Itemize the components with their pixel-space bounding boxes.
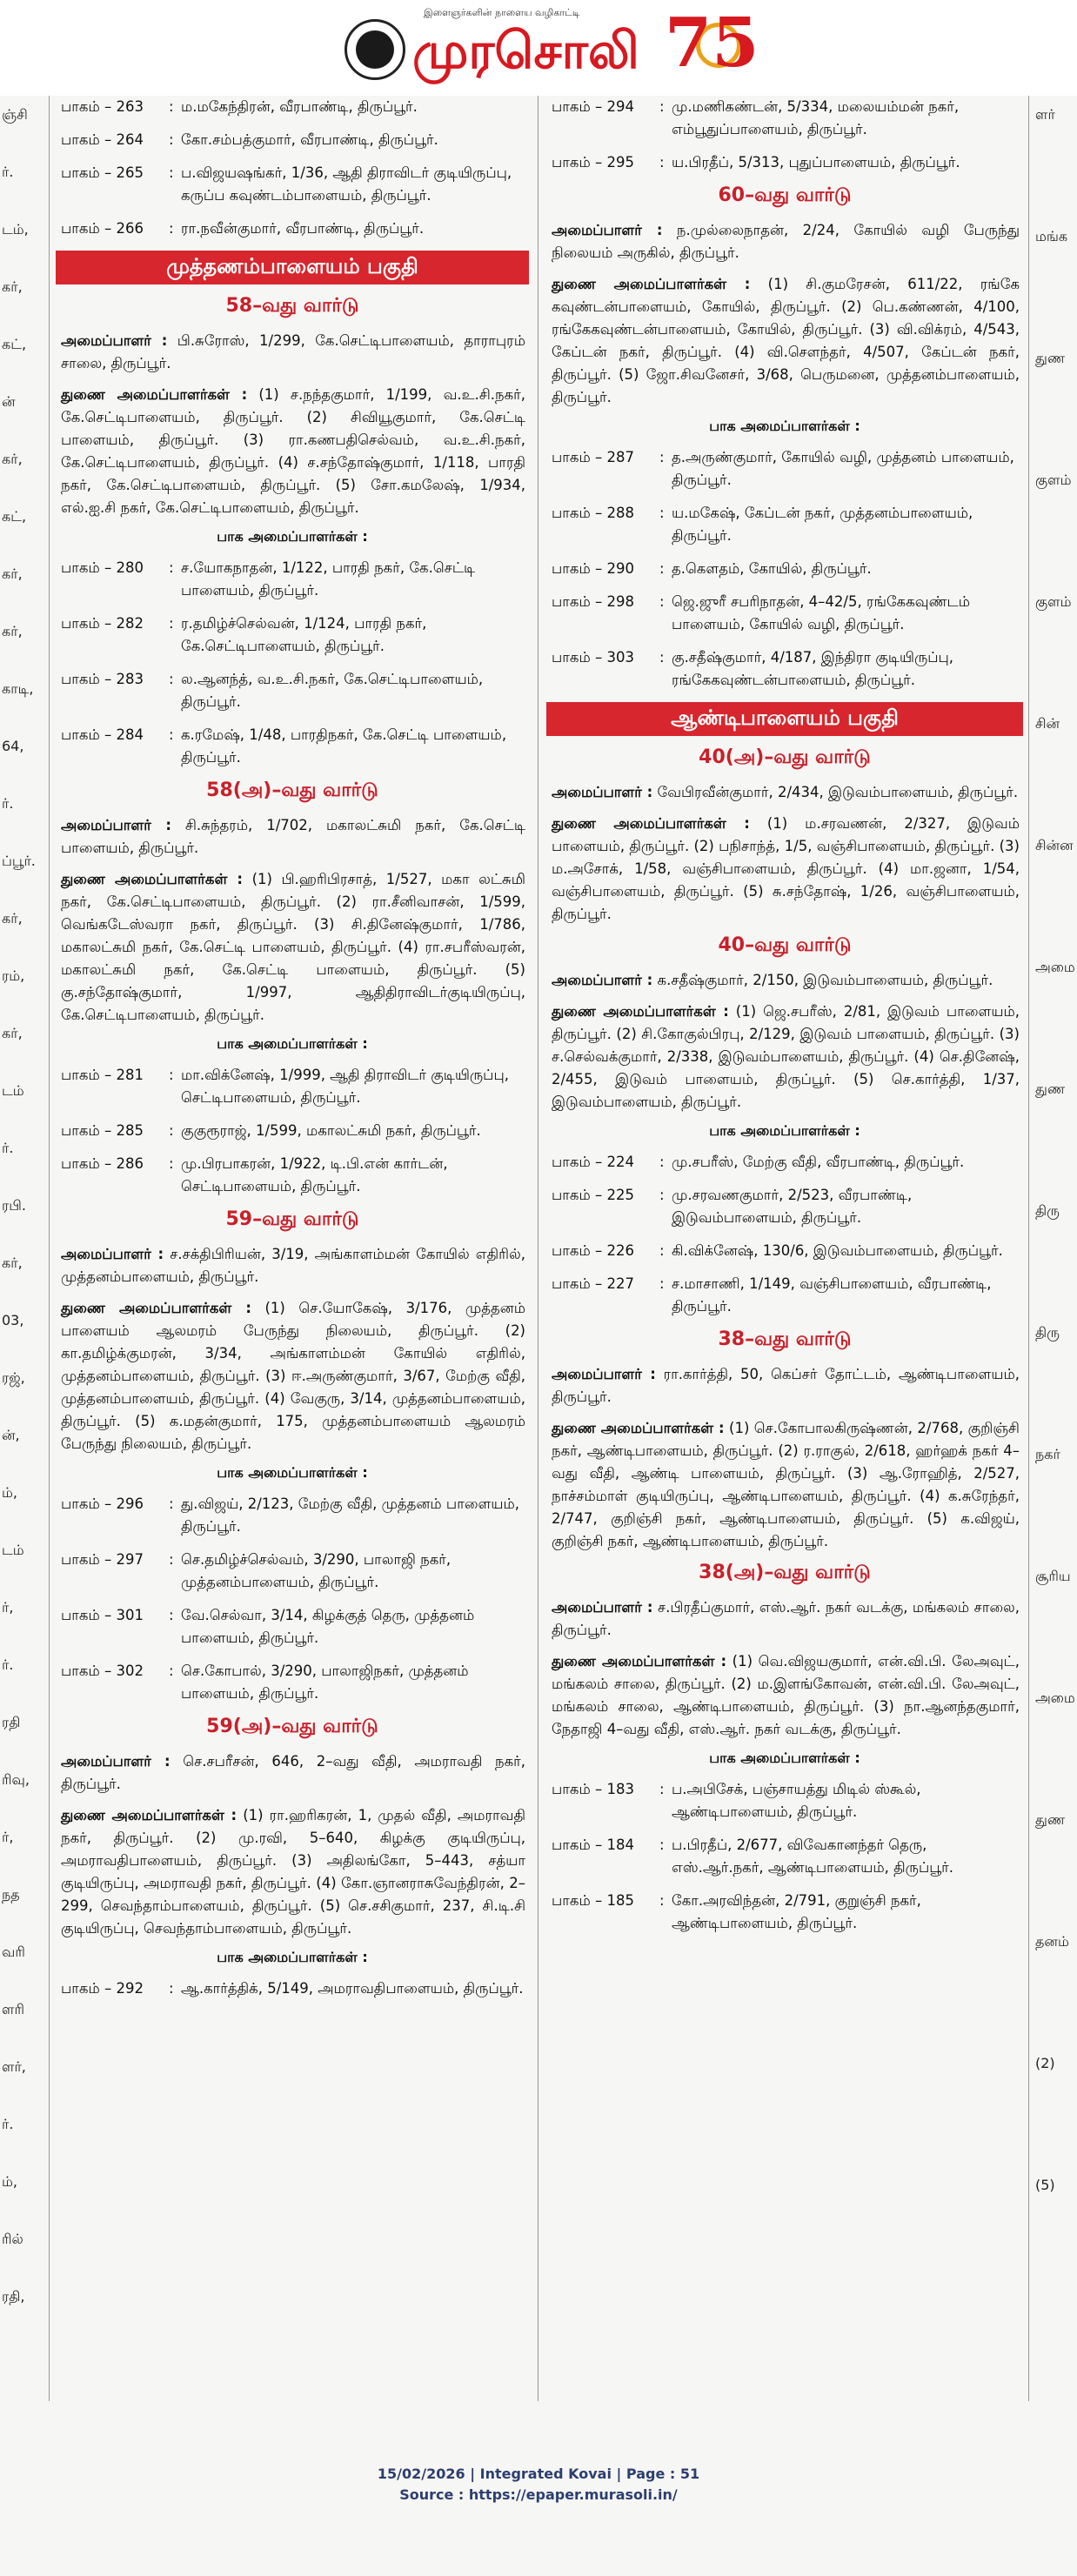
ward-title: 38(அ)–வது வார்டு bbox=[699, 1562, 871, 1583]
organizer-text: ந.முல்லைநாதன், 2/24, கோயில் வழி பேருந்து நிலையம் அருகில், திருப்பூர். bbox=[552, 222, 1020, 261]
separator: : bbox=[659, 1892, 665, 1909]
organizer-text: ச.பிரதீப்குமார், எஸ்.ஆர். நகர் வடக்கு, மங்கலம் சாலை, திருப்பூர். bbox=[552, 1599, 1020, 1638]
separator: : bbox=[659, 449, 665, 465]
anniversary-badge bbox=[665, 3, 759, 89]
edge-text-fragment: டம், bbox=[2, 221, 29, 238]
part-organizers-heading: பாக அமைப்பாளர்கள் : bbox=[217, 528, 368, 545]
deputy-label: துணை அமைப்பாளர்கள் : bbox=[552, 1653, 727, 1669]
organizer-label: அமைப்பாளர் : bbox=[552, 1599, 653, 1616]
organizer-text: க.சதீஷ்குமார், 2/150, இடுவம்பாளையம், திருப்பூர். bbox=[657, 972, 993, 988]
organizer-text: வேபிரவீன்குமார், 2/434, இடுவம்பாளையம், திருப்பூர். bbox=[657, 784, 1019, 800]
separator: : bbox=[169, 131, 174, 148]
column-divider bbox=[49, 96, 50, 2401]
part-row bbox=[61, 612, 529, 658]
newspaper-name: முரசொலி bbox=[412, 21, 639, 80]
ward-title: 60–வது வார்டு bbox=[718, 184, 852, 206]
part-number: பாகம் – 301 bbox=[61, 1607, 144, 1623]
part-organizer: குகுரூராஜ், 1/599, மகாலட்சுமி நகர், திருப்பூர். bbox=[181, 1122, 481, 1139]
part-organizers-heading: பாக அமைப்பாளர்கள் : bbox=[709, 1750, 860, 1766]
ward-60 bbox=[546, 184, 1023, 692]
right-edge-fragments bbox=[1032, 96, 1077, 2401]
edge-text-fragment: கட், bbox=[2, 336, 27, 352]
edge-text-fragment: (2) bbox=[1035, 2055, 1055, 2071]
deputy-text: (1) ச.நந்தகுமார், 1/199, வ.உ.சி.நகர், கே.செட்டிபாளையம், திருப்பூர். (2) சிவியூகுமார், கே.செட்டி பாளையம், திருப்பூர். (3) ரா.கணபதிசெல்வம், வ.உ.சி.நகர், கே.செட்டிபாளையம், திருப்பூர். (4) ச.சந்தோஷ்குமார், 1/118, பாரதி நகர், கே.செட்டிபாளையம், திருப்பூர். (5) சோ.கமலேஷ், 1/934, எல்.ஐ.சி நகர், கே.செட்டிபாளையம், திருப்பூர். bbox=[61, 386, 525, 516]
edge-text-fragment: ரபி. bbox=[2, 1197, 26, 1214]
deputy-label: துணை அமைப்பாளர்கள் : bbox=[61, 386, 248, 403]
part-organizer: மு.பிரபாகரன், 1/922, டி.பி.என் கார்டன், செட்டிபாளையம், திருப்பூர். bbox=[181, 1155, 448, 1194]
part-number: பாகம் – 288 bbox=[552, 505, 634, 521]
edge-text-fragment: ர், bbox=[2, 1829, 14, 1845]
part-organizer: ம.மகேந்திரன், வீரபாண்டி, திருப்பூர். bbox=[181, 98, 418, 115]
part-number: பாகம் – 292 bbox=[61, 1980, 144, 1997]
separator: : bbox=[169, 98, 174, 115]
part-number: பாகம் – 287 bbox=[552, 449, 634, 465]
ward-title: 59(அ)–வது வார்டு bbox=[206, 1716, 378, 1737]
edge-text-fragment: டம் bbox=[2, 1082, 24, 1099]
edge-text-fragment: திரு bbox=[1035, 1202, 1060, 1219]
part-row bbox=[552, 1778, 1023, 1823]
edge-text-fragment: சின்ன bbox=[1035, 837, 1074, 853]
part-organizer: செ.தமிழ்ச்செல்வம், 3/290, பாலாஜி நகர், முத்தனம்பாளையம், திருப்பூர். bbox=[181, 1551, 452, 1590]
edge-text-fragment: ம், bbox=[2, 1484, 17, 1501]
organizer-paragraph bbox=[61, 1750, 525, 1796]
organizer-label: அமைப்பாளர் : bbox=[552, 1366, 656, 1382]
edge-text-fragment: ப்பூர். bbox=[2, 853, 36, 869]
part-number: பாகம் – 296 bbox=[61, 1495, 144, 1512]
part-row bbox=[552, 558, 1023, 580]
part-row bbox=[552, 1151, 1023, 1174]
edge-text-fragment: கர், bbox=[2, 623, 23, 639]
part-organizer: க.ரமேஷ், 1/48, பாரதிநகர், கே.செட்டி பாளையம், திருப்பூர். bbox=[181, 726, 507, 766]
edge-text-fragment: ஞ்சி bbox=[2, 106, 28, 123]
part-number: பாகம் – 183 bbox=[552, 1781, 634, 1797]
edge-text-fragment: கர், bbox=[2, 1025, 23, 1041]
edge-text-fragment: சூரிய bbox=[1035, 1568, 1071, 1584]
edge-text-fragment: டம் bbox=[2, 1542, 24, 1558]
ward-59a bbox=[56, 1716, 529, 2000]
ward-40a bbox=[546, 746, 1023, 926]
part-number: பாகம் – 225 bbox=[552, 1187, 634, 1203]
deputy-text: (1) ம.சரவணன், 2/327, இடுவம் பாளையம், திருப்பூர். (2) பநிசாந்த், 1/5, வஞ்சிபாளையம், திருப்பூர். (3) ம.அசோக், 1/58, வஞ்சிபாளையம், திருப்பூர். (4) மா.ஜனா, 1/54, வஞ்சிபாளையம், திருப்பூர். (5) சு.சந்தோஷ், 1/26, வஞ்சிபாளையம், திருப்பூர். bbox=[552, 815, 1020, 922]
edge-text-fragment: கர், bbox=[2, 1255, 23, 1271]
part-row bbox=[61, 1153, 529, 1198]
edge-text-fragment: ரஜ், bbox=[2, 1369, 25, 1386]
separator: : bbox=[659, 1275, 665, 1292]
part-row bbox=[61, 1064, 529, 1109]
edge-text-fragment: நத bbox=[2, 1886, 20, 1903]
edge-text-fragment: ரதி bbox=[2, 1714, 21, 1730]
part-organizer: ர.தமிழ்ச்செல்வன், 1/124, பாரதி நகர், கே.செட்டிபாளையம், திருப்பூர். bbox=[181, 615, 427, 654]
intro-parts bbox=[546, 96, 1023, 174]
deputy-paragraph bbox=[552, 1650, 1020, 1741]
edge-text-fragment: குளம் bbox=[1035, 472, 1072, 488]
part-number: பாகம் – 280 bbox=[61, 559, 144, 576]
separator: : bbox=[169, 1495, 174, 1512]
edge-text-fragment: ர். bbox=[2, 1656, 14, 1673]
edge-text-fragment: துண bbox=[1035, 1811, 1066, 1828]
part-organizer: கோ.சம்பத்குமார், வீரபாண்டி, திருப்பூர். bbox=[181, 131, 438, 148]
part-row bbox=[552, 591, 1023, 636]
separator: : bbox=[169, 1122, 174, 1139]
part-number: பாகம் – 285 bbox=[61, 1122, 144, 1139]
separator: : bbox=[659, 593, 665, 610]
part-organizer: கோ.அரவிந்தன், 2/791, குறுஞ்சி நகர், ஆண்டிபாளையம், திருப்பூர். bbox=[672, 1892, 921, 1931]
edge-text-fragment: 03, bbox=[2, 1312, 24, 1328]
deputy-text: (1) செ.யோகேஷ், 3/176, முத்தனம் பாளையம் ஆலமரம் பேருந்து நிலையம், திருப்பூர். (2) கா.தமிழ்க்குமரன், 3/34, அங்காளம்மன் கோயில் எதிரில், முத்தனம்பாளையம், திருப்பூர். (3) ஈ.அருண்குமார், 3/67, மேற்கு வீதி, முத்தனம்பாளையம், திருப்பூர். (4) வேகுரு, 3/14, முத்தனம்பாளையம், திருப்பூர். (5) க.மதன்குமார், 175, முத்தனம்பாளையம் ஆலமரம் பேருந்து நிலையம், திருப்பூர். bbox=[61, 1300, 525, 1452]
deputy-text: (1) ரா.ஹரிகரன், 1, முதல் வீதி, அமராவதி நகர், திருப்பூர். (2) மு.ரவி, 5–640, கிழக்கு குடியிருப்பு, அமராவதிபாளையம், திருப்பூர். (3) அதிலங்கோ, 5–443, சத்யா குடியிருப்பு, அமராவதி நகர், திருப்பூர். (4) கோ.ஞானராசுவேந்திரன், 2–299, செவந்தாம்பாளையம், திருப்பூர். (5) செ.சசிகுமார், 237, சி.டி.சி குடியிருப்பு, செவந்தாம்பாளையம், திருப்பூர். bbox=[61, 1807, 525, 1937]
ward-title: 58–வது வார்டு bbox=[225, 295, 359, 317]
edge-text-fragment: ரில் bbox=[2, 2231, 23, 2247]
edge-text-fragment: ரதி, bbox=[2, 2288, 25, 2305]
organizer-text: பி.சுரோஸ், 1/299, கே.செட்டிபாளையம், தாராபுரம் சாலை, திருப்பூர். bbox=[61, 332, 525, 371]
edge-text-fragment: துண bbox=[1035, 350, 1066, 366]
part-organizer: த.அருண்குமார், கோயில் வழி, முத்தனம் பாளையம், திருப்பூர். bbox=[672, 449, 1014, 488]
edge-text-fragment: காடி, bbox=[2, 680, 34, 697]
edge-text-fragment: ன், bbox=[2, 1427, 20, 1443]
right-column bbox=[546, 96, 1023, 2401]
edge-text-fragment: ளர் bbox=[1035, 106, 1055, 123]
part-row bbox=[552, 1273, 1023, 1318]
separator: : bbox=[169, 1551, 174, 1568]
part-organizer: து.விஜய், 2/123, மேற்கு வீதி, முத்தனம் பாளையம், திருப்பூர். bbox=[181, 1495, 520, 1535]
part-number: பாகம் – 184 bbox=[552, 1837, 634, 1853]
footer-date-page: 15/02/2026 | Integrated Kovai | Page : 51 bbox=[377, 2466, 700, 2482]
part-row bbox=[61, 668, 529, 713]
part-row bbox=[61, 217, 529, 240]
ward-38 bbox=[546, 1328, 1023, 1553]
part-organizer: மு.சபரீஸ், மேற்கு வீதி, வீரபாண்டி, திருப்பூர். bbox=[672, 1154, 965, 1170]
separator: : bbox=[659, 649, 665, 666]
deputy-paragraph bbox=[552, 813, 1020, 926]
separator: : bbox=[169, 671, 174, 687]
edge-text-fragment: நகர் bbox=[1035, 1446, 1060, 1462]
deputy-text: (1) ஜெ.சபரீஸ், 2/81, இடுவம் பாளையம், திருப்பூர். (2) சி.கோகுல்பிரபு, 2/129, இடுவம் பாளையம், திருப்பூர். (3) ச.செல்வக்குமார், 2/338, இடுவம்பாளையம், திருப்பூர். (4) செ.தினேஷ், 2/455, இடுவம் பாளையம், திருப்பூர். (5) செ.கார்த்தி, 1/37, இடுவம்பாளையம், திருப்பூர். bbox=[552, 1003, 1020, 1110]
edge-text-fragment: வரி bbox=[2, 1944, 25, 1960]
part-organizers-heading: பாக அமைப்பாளர்கள் : bbox=[709, 418, 860, 434]
part-number: பாகம் – 226 bbox=[552, 1242, 634, 1259]
part-row bbox=[61, 1120, 529, 1142]
ward-40 bbox=[546, 934, 1023, 1318]
deputy-label: துணை அமைப்பாளர்கள் : bbox=[61, 871, 243, 887]
edge-text-fragment: 64, bbox=[2, 738, 24, 754]
edge-text-fragment: ர். bbox=[2, 1140, 14, 1156]
left-column bbox=[56, 96, 529, 2401]
edge-text-fragment: அமை bbox=[1035, 959, 1075, 975]
deputy-paragraph bbox=[552, 1000, 1020, 1114]
part-number: பாகம் – 185 bbox=[552, 1892, 634, 1909]
part-organizer: ச.மாசாணி, 1/149, வஞ்சிபாளையம், வீரபாண்டி, திருப்பூர். bbox=[672, 1275, 992, 1315]
deputy-label: துணை அமைப்பாளர்கள் : bbox=[552, 1420, 725, 1436]
part-organizer: மு.சரவணகுமார், 2/523, வீரபாண்டி, இடுவம்பாளையம், திருப்பூர். bbox=[672, 1187, 913, 1226]
part-row bbox=[552, 646, 1023, 692]
part-row bbox=[61, 96, 529, 118]
organizer-paragraph bbox=[552, 1363, 1020, 1408]
organizer-paragraph bbox=[61, 814, 525, 860]
separator: : bbox=[169, 1067, 174, 1083]
edge-text-fragment: கர், bbox=[2, 910, 23, 927]
part-row bbox=[552, 1890, 1023, 1935]
organizer-paragraph bbox=[61, 1243, 525, 1288]
edge-text-fragment: அமை bbox=[1035, 1689, 1075, 1706]
part-number: பாகம் – 286 bbox=[61, 1155, 144, 1172]
ward-58a bbox=[56, 779, 529, 1198]
page-footer bbox=[0, 2464, 1077, 2506]
separator: : bbox=[659, 560, 665, 577]
separator: : bbox=[169, 559, 174, 576]
edge-text-fragment: தனம் bbox=[1035, 1933, 1069, 1950]
part-row bbox=[552, 151, 1023, 174]
part-organizer: ச.யோகநாதன், 1/122, பாரதி நகர், கே.செட்டி பாளையம், திருப்பூர். bbox=[181, 559, 476, 599]
masthead-tagline: இளைஞர்களின் நாளைய வழிகாட்டி bbox=[424, 7, 580, 18]
deputy-label: துணை அமைப்பாளர்கள் : bbox=[552, 815, 750, 832]
part-number: பாகம் – 263 bbox=[61, 98, 144, 115]
area-banner-andipalayam: ஆண்டிபாளையம் பகுதி bbox=[546, 702, 1023, 736]
organizer-label: அமைப்பாளர் : bbox=[552, 972, 653, 988]
separator: : bbox=[169, 1980, 174, 1997]
ward-title: 40–வது வார்டு bbox=[718, 934, 852, 956]
part-row bbox=[61, 162, 529, 207]
edge-text-fragment: குளம் bbox=[1035, 593, 1072, 610]
separator: : bbox=[659, 1187, 665, 1203]
edge-text-fragment: ளர், bbox=[2, 2058, 26, 2075]
deputy-text: (1) சி.குமரேசன், 611/22, ரங்கே கவுண்டன்பாளையம், கோயில், திருப்பூர். (2) பெ.கண்ணன், 4/100, ரங்கேகவுண்டன்பாளையம், கோயில், திருப்பூர். (3) வி.விக்ரம், 4/543, கேப்டன் நகர், திருப்பூர். (4) வி.சௌந்தர், 4/507, கேப்டன் நகர், திருப்பூர். (5) ஜோ.சிவனேசர், 3/68, பெருமனை, முத்தனம்பாளையம், திருப்பூர். bbox=[552, 276, 1020, 405]
separator: : bbox=[169, 220, 174, 237]
part-row bbox=[552, 1184, 1023, 1229]
part-number: பாகம் – 303 bbox=[552, 649, 634, 666]
deputy-paragraph bbox=[61, 1804, 525, 1940]
part-row bbox=[61, 557, 529, 602]
left-edge-fragments bbox=[0, 96, 45, 2401]
part-row bbox=[552, 96, 1023, 141]
part-number: பாகம் – 264 bbox=[61, 131, 144, 148]
deputy-text: (1) வெ.விஜயகுமார், என்.வி.பி. லேஅவுட், மங்கலம் சாலை, திருப்பூர். (2) ம.இளங்கோவன், என்.வி.பி. லேஅவுட், மங்கலம் சாலை, ஆண்டிபாளையம், திருப்பூர். (3) நா.ஆனந்தகுமார், நேதாஜி 4–வது வீதி, எஸ்.ஆர். நகர் வடக்கு, திருப்பூர். bbox=[552, 1653, 1020, 1737]
deputy-label: துணை அமைப்பாளர்கள் : bbox=[552, 1003, 729, 1020]
deputy-paragraph bbox=[61, 384, 525, 519]
deputy-text: (1) செ.கோபாலகிருஷ்ணன், 2/768, குறிஞ்சி நகர், ஆண்டிபாளையம், திருப்பூர். (2) ர.ராகுல், 2/618, ஹர்ஹக் நகர் 4–வது வீதி, ஆண்டி பாளையம், திருப்பூர். (3) ஆ.ரோஹித், 2/527, நாச்சம்மாள் குடியிருப்பு, ஆண்டிபாளையம், திருப்பூர். (4) க.சுரேந்தர், 2/747, குறிஞ்சி நகர், ஆண்டிபாளையம், திருப்பூர். (5) க.விஜய், குறிஞ்சி நகர், ஆண்டிபாளையம், திருப்பூர். bbox=[552, 1420, 1020, 1549]
edge-text-fragment: கட், bbox=[2, 508, 27, 525]
part-number: பாகம் – 265 bbox=[61, 164, 144, 181]
separator: : bbox=[169, 1155, 174, 1172]
part-row bbox=[61, 1493, 529, 1538]
separator: : bbox=[659, 1837, 665, 1853]
part-number: பாகம் – 295 bbox=[552, 154, 634, 171]
part-organizer: கி.விக்னேஷ், 130/6, இடுவம்பாளையம், திருப்பூர். bbox=[672, 1242, 1003, 1259]
part-row bbox=[552, 1834, 1023, 1879]
part-organizer: ரா.நவீன்குமார், வீரபாண்டி, திருப்பூர். bbox=[181, 220, 425, 237]
separator: : bbox=[659, 98, 665, 115]
part-organizer: ப.அபிசேக், பஞ்சாயத்து மிடில் ஸ்கூல், ஆண்டிபாளையம், திருப்பூர். bbox=[672, 1781, 921, 1820]
party-seal-icon bbox=[345, 19, 405, 80]
organizer-label: அமைப்பாளர் : bbox=[61, 1753, 171, 1770]
part-row bbox=[61, 1977, 529, 2000]
part-organizer: மா.விக்னேஷ், 1/999, ஆதி திராவிடர் குடியிருப்பு, செட்டிபாளையம், திருப்பூர். bbox=[181, 1067, 509, 1106]
organizer-paragraph bbox=[552, 1596, 1020, 1642]
part-row bbox=[552, 502, 1023, 547]
separator: : bbox=[169, 1663, 174, 1679]
edge-text-fragment: ளரி bbox=[2, 2001, 24, 2017]
part-organizer: ஆ.கார்த்திக், 5/149, அமராவதிபாளையம், திருப்பூர். bbox=[181, 1980, 524, 1997]
part-organizers-heading: பாக அமைப்பாளர்கள் : bbox=[217, 1035, 368, 1052]
separator: : bbox=[169, 726, 174, 743]
organizer-paragraph bbox=[552, 219, 1020, 264]
separator: : bbox=[659, 154, 665, 171]
part-organizer: வே.செல்வா, 3/14, கிழக்குத் தெரு, முத்தனம் பாளையம், திருப்பூர். bbox=[181, 1607, 475, 1646]
deputy-label: துணை அமைப்பாளர்கள் : bbox=[61, 1300, 251, 1316]
separator: : bbox=[659, 1242, 665, 1259]
deputy-paragraph bbox=[552, 1417, 1020, 1553]
edge-text-fragment: திரு bbox=[1035, 1324, 1060, 1341]
masthead bbox=[0, 0, 1077, 96]
part-organizer: ய.மகேஷ், கேப்டன் நகர், முத்தனம்பாளையம், திருப்பூர். bbox=[672, 505, 973, 544]
part-number: பாகம் – 284 bbox=[61, 726, 144, 743]
deputy-paragraph bbox=[61, 1297, 525, 1455]
part-organizers-heading: பாக அமைப்பாளர்கள் : bbox=[217, 1949, 368, 1965]
part-row bbox=[61, 1604, 529, 1649]
footer-source: Source : https://epaper.murasoli.in/ bbox=[399, 2486, 678, 2503]
organizer-paragraph bbox=[61, 330, 525, 375]
deputy-text: (1) பி.ஹரிபிரசாத், 1/527, மகா லட்சுமி நகர், கே.செட்டிபாளையம், திருப்பூர். (2) ரா.சீனிவாசன், 1/599, வெங்கடேஸ்வரா நகர், திருப்பூர். (3) சி.தினேஷ்குமார், 1/786, மகாலட்சுமி நகர், கே.செட்டி பாளையம், திருப்பூர். (4) ரா.சபரீஸ்வரன், மகாலட்சுமி நகர், கே.செட்டி பாளையம், திருப்பூர். (5) கு.சந்தோஷ்குமார், 1/997, ஆதிதிராவிடர்குடியிருப்பு, கே.செட்டிபாளையம், திருப்பூர். bbox=[61, 871, 525, 1023]
part-number: பாகம் – 290 bbox=[552, 560, 634, 577]
part-number: பாகம் – 283 bbox=[61, 671, 144, 687]
organizer-label: அமைப்பாளர் : bbox=[61, 1246, 164, 1262]
ward-title: 58(அ)–வது வார்டு bbox=[206, 779, 378, 801]
part-number: பாகம் – 282 bbox=[61, 615, 144, 632]
organizer-text: ச.சக்திபிரியன், 3/19, அங்காளம்மன் கோயில் எதிரில், முத்தனம்பாளையம், திருப்பூர். bbox=[61, 1246, 525, 1285]
separator: : bbox=[169, 615, 174, 632]
ward-38a bbox=[546, 1562, 1023, 1935]
part-row bbox=[61, 1660, 529, 1705]
organizer-label: அமைப்பாளர் : bbox=[61, 332, 168, 349]
deputy-label: துணை அமைப்பாளர்கள் : bbox=[61, 1807, 237, 1823]
anniversary-number: 75 bbox=[665, 3, 759, 83]
ward-title: 38–வது வார்டு bbox=[718, 1328, 852, 1350]
separator: : bbox=[169, 1607, 174, 1623]
ward-title: 40(அ)–வது வார்டு bbox=[699, 746, 871, 768]
separator: : bbox=[659, 1154, 665, 1170]
ward-58 bbox=[56, 295, 529, 769]
separator: : bbox=[169, 164, 174, 181]
part-number: பாகம் – 224 bbox=[552, 1154, 634, 1170]
part-number: பாகம் – 302 bbox=[61, 1663, 144, 1679]
part-organizer: ப.விஜயஷங்கர், 1/36, ஆதி திராவிடர் குடியிருப்பு, கருப்ப கவுண்டம்பாளையம், திருப்பூர். bbox=[181, 164, 512, 204]
part-organizer: ல.ஆனந்த், வ.உ.சி.நகர், கே.செட்டிபாளையம், திருப்பூர். bbox=[181, 671, 484, 710]
organizer-text: ரா.கார்த்தி, 50, கெப்சர் தோட்டம், ஆண்டிபாளையம், திருப்பூர். bbox=[552, 1366, 1020, 1405]
part-row bbox=[61, 129, 529, 151]
deputy-paragraph bbox=[552, 273, 1020, 409]
ward-title: 59–வது வார்டு bbox=[225, 1208, 359, 1230]
part-number: பாகம் – 297 bbox=[61, 1551, 144, 1568]
edge-text-fragment: கர், bbox=[2, 565, 23, 582]
organizer-text: சி.சுந்தரம், 1/702, மகாலட்சுமி நகர், கே.செட்டி பாளையம், திருப்பூர். bbox=[61, 817, 526, 856]
organizer-text: செ.சபரீசன், 646, 2–வது வீதி, அமராவதி நகர், திருப்பூர். bbox=[61, 1753, 526, 1792]
edge-text-fragment: ர். bbox=[2, 795, 14, 812]
edge-text-fragment: கர், bbox=[2, 278, 23, 295]
part-organizer: ய.பிரதீப், 5/313, புதுப்பாளையம், திருப்பூர். bbox=[672, 154, 960, 171]
edge-text-fragment: ரம், bbox=[2, 967, 25, 984]
edge-text-fragment: கர், bbox=[2, 451, 23, 467]
part-organizer: மு.மணிகண்டன், 5/334, மலையம்மன் நகர், எம்பூதுப்பாளையம், திருப்பூர். bbox=[672, 98, 960, 137]
edge-text-fragment: சின் bbox=[1035, 715, 1060, 732]
part-row bbox=[552, 446, 1023, 492]
part-number: பாகம் – 294 bbox=[552, 98, 634, 115]
edge-text-fragment: ன் bbox=[2, 393, 16, 410]
edge-text-fragment: ம், bbox=[2, 2173, 17, 2190]
edge-text-fragment: துண bbox=[1035, 1081, 1066, 1097]
part-organizer: ப.பிரதீப், 2/677, விவேகானந்தர் தெரு, எஸ்.ஆர்.நகர், ஆண்டிபாளையம், திருப்பூர். bbox=[672, 1837, 954, 1876]
organizer-paragraph bbox=[552, 781, 1020, 804]
part-organizer: ஜெ.ஜுரீ சபரிநாதன், 4–42/5, ரங்கேகவுண்டம் பாளையம், கோயில் வழி, திருப்பூர். bbox=[672, 593, 970, 632]
edge-text-fragment: (5) bbox=[1035, 2177, 1055, 2193]
part-organizer: செ.கோபால், 3/290, பாலாஜிநகர், முத்தனம் பாளையம், திருப்பூர். bbox=[181, 1663, 469, 1702]
edge-text-fragment: ர், bbox=[2, 1599, 14, 1616]
part-organizer: த.கௌதம், கோயில், திருப்பூர். bbox=[672, 560, 872, 577]
organizer-paragraph bbox=[552, 969, 1020, 992]
part-row bbox=[61, 724, 529, 769]
organizer-label: அமைப்பாளர் : bbox=[552, 222, 663, 238]
part-number: பாகம் – 298 bbox=[552, 593, 634, 610]
part-number: பாகம் – 227 bbox=[552, 1275, 634, 1292]
edge-text-fragment: மங்க bbox=[1035, 228, 1068, 244]
part-row bbox=[61, 1549, 529, 1594]
part-number: பாகம் – 266 bbox=[61, 220, 144, 237]
ward-59 bbox=[56, 1208, 529, 1705]
edge-text-fragment: ரிவு, bbox=[2, 1771, 30, 1788]
part-organizers-heading: பாக அமைப்பாளர்கள் : bbox=[217, 1464, 368, 1481]
organizer-label: அமைப்பாளர் : bbox=[552, 784, 653, 800]
separator: : bbox=[659, 1781, 665, 1797]
deputy-label: துணை அமைப்பாளர்கள் : bbox=[552, 276, 751, 292]
column-divider bbox=[1028, 96, 1029, 2401]
part-organizers-heading: பாக அமைப்பாளர்கள் : bbox=[709, 1122, 860, 1139]
edge-text-fragment: ர். bbox=[2, 164, 14, 180]
newspaper-logo bbox=[341, 3, 759, 90]
edge-text-fragment: ர். bbox=[2, 2116, 14, 2132]
separator: : bbox=[659, 505, 665, 521]
deputy-paragraph bbox=[61, 868, 525, 1027]
part-row bbox=[552, 1240, 1023, 1262]
area-banner-muthanampalayam: முத்தணம்பாளையம் பகுதி bbox=[56, 251, 529, 284]
intro-parts bbox=[56, 96, 529, 240]
part-organizer: கு.சதீஷ்குமார், 4/187, இந்திரா குடியிருப்பு, ரங்கேகவுண்டன்பாளையம், திருப்பூர். bbox=[672, 649, 954, 688]
part-number: பாகம் – 281 bbox=[61, 1067, 144, 1083]
organizer-label: அமைப்பாளர் : bbox=[61, 817, 171, 833]
